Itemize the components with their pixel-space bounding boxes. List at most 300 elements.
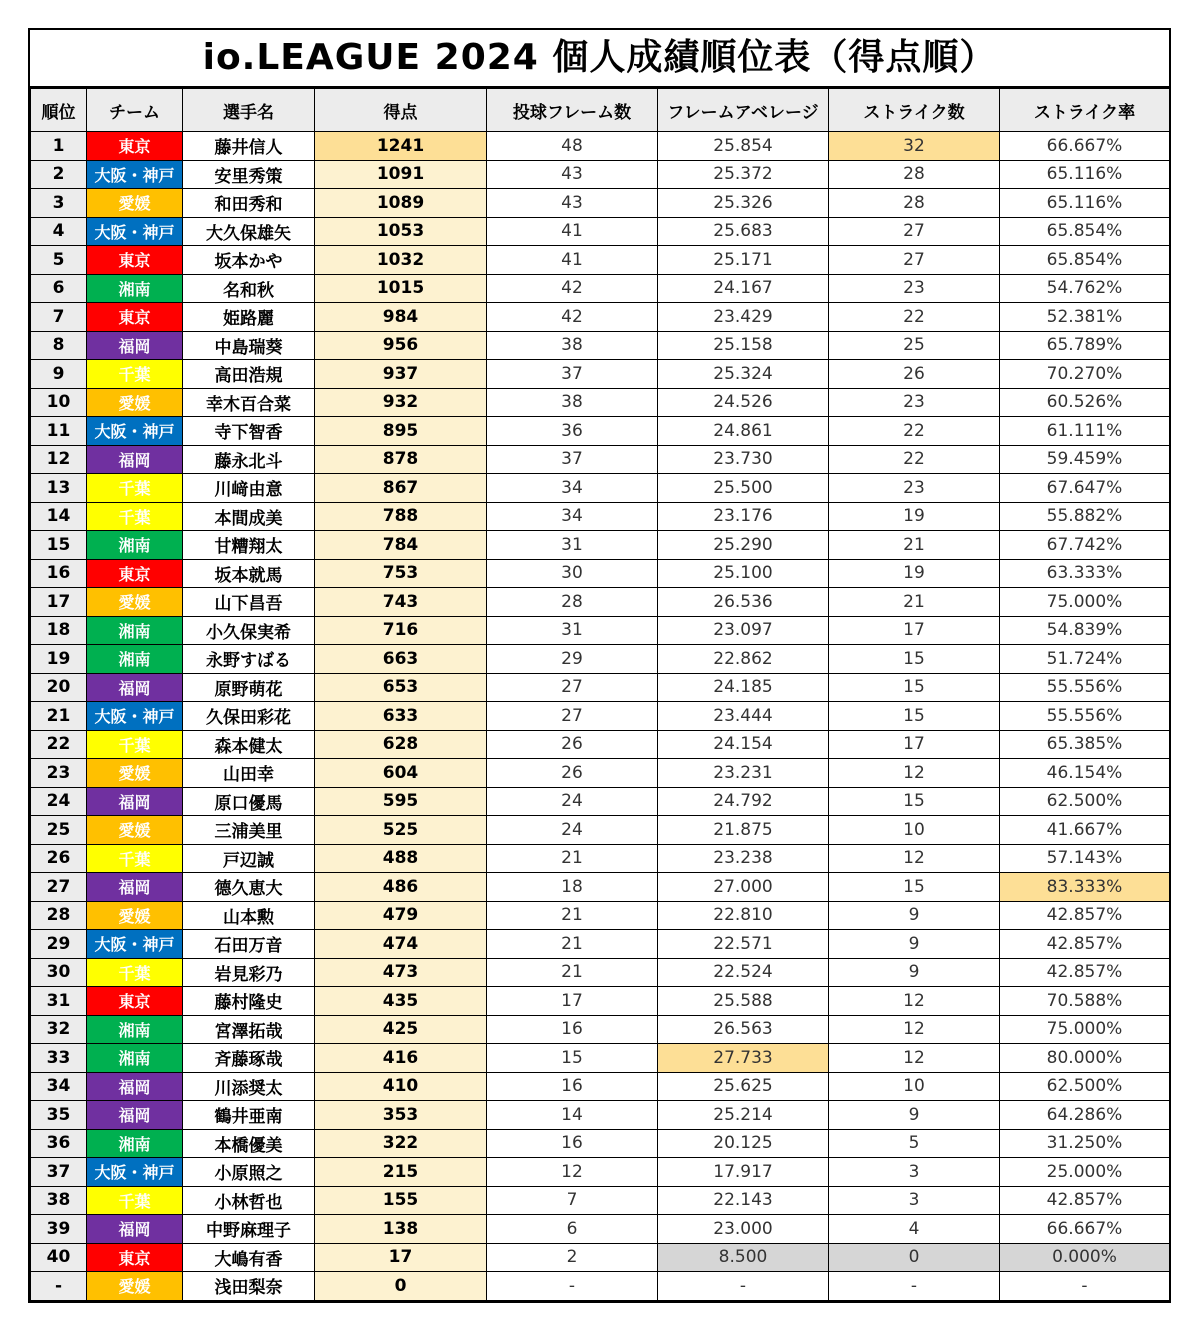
strikes-cell: 4 (829, 1215, 1000, 1244)
team-cell: 湘南 (87, 1044, 183, 1073)
strikes-cell: 3 (829, 1158, 1000, 1187)
frame-average-cell: 25.100 (658, 559, 829, 588)
score-cell: 788 (315, 502, 487, 531)
team-cell: 大阪・神戸 (87, 217, 183, 246)
player-name-cell: 和田秀和 (183, 189, 315, 218)
frame-average-cell: 23.429 (658, 303, 829, 332)
score-cell: 486 (315, 873, 487, 902)
table-row (31, 702, 1170, 731)
strike-rate-cell: 54.839% (1000, 616, 1170, 645)
table-row (31, 445, 1170, 474)
team-cell: 福岡 (87, 445, 183, 474)
score-cell: 525 (315, 816, 487, 845)
table-row (31, 160, 1170, 189)
frame-average-cell: 23.097 (658, 616, 829, 645)
rank-cell: 3 (31, 189, 87, 218)
table-row (31, 1243, 1170, 1272)
strike-rate-cell: 67.647% (1000, 474, 1170, 503)
rank-cell: 31 (31, 987, 87, 1016)
strike-rate-cell: 70.588% (1000, 987, 1170, 1016)
player-name-cell: 幸木百合菜 (183, 388, 315, 417)
frames-cell: 42 (487, 303, 658, 332)
rank-cell: 22 (31, 730, 87, 759)
player-name-cell: 三浦美里 (183, 816, 315, 845)
table-row (31, 502, 1170, 531)
frame-average-cell: 25.500 (658, 474, 829, 503)
strike-rate-cell: 65.854% (1000, 246, 1170, 275)
table-row (31, 759, 1170, 788)
rank-cell: 16 (31, 559, 87, 588)
rank-cell: 6 (31, 274, 87, 303)
score-cell: 322 (315, 1129, 487, 1158)
score-cell: 416 (315, 1044, 487, 1073)
score-cell: 0 (315, 1272, 487, 1301)
team-cell: 湘南 (87, 616, 183, 645)
table-row (31, 1272, 1170, 1301)
strike-rate-cell: 42.857% (1000, 930, 1170, 959)
strikes-cell: 15 (829, 673, 1000, 702)
frames-cell: 17 (487, 987, 658, 1016)
player-name-cell: 姫路麗 (183, 303, 315, 332)
team-cell: 東京 (87, 303, 183, 332)
player-name-cell: 高田浩規 (183, 360, 315, 389)
frame-average-cell: 24.185 (658, 673, 829, 702)
frames-cell: 14 (487, 1101, 658, 1130)
standings-sheet (28, 28, 1171, 1303)
strikes-cell: 15 (829, 873, 1000, 902)
rank-cell: 15 (31, 531, 87, 560)
frame-average-cell: 24.861 (658, 417, 829, 446)
table-row (31, 474, 1170, 503)
frames-cell: - (487, 1272, 658, 1301)
frame-average-cell: 26.536 (658, 588, 829, 617)
frames-cell: 36 (487, 417, 658, 446)
rank-cell: 28 (31, 901, 87, 930)
player-name-cell: 名和秋 (183, 274, 315, 303)
frames-cell: 21 (487, 958, 658, 987)
player-name-cell: 山本勲 (183, 901, 315, 930)
strike-rate-cell: 61.111% (1000, 417, 1170, 446)
header-strike-rate[interactable]: ストライク率 (1000, 89, 1170, 132)
player-name-cell: 石田万音 (183, 930, 315, 959)
score-cell: 425 (315, 1015, 487, 1044)
rank-cell: 23 (31, 759, 87, 788)
rank-cell: 12 (31, 445, 87, 474)
strikes-cell: 25 (829, 331, 1000, 360)
frame-average-cell: 24.792 (658, 787, 829, 816)
rank-cell: 19 (31, 645, 87, 674)
player-name-cell: 藤永北斗 (183, 445, 315, 474)
rank-cell: 37 (31, 1158, 87, 1187)
team-cell: 愛媛 (87, 588, 183, 617)
header-rank[interactable]: 順位 (31, 89, 87, 132)
player-name-cell: 甘糟翔太 (183, 531, 315, 560)
team-cell: 千葉 (87, 474, 183, 503)
frame-average-cell: 23.176 (658, 502, 829, 531)
strikes-cell: 23 (829, 388, 1000, 417)
frames-cell: 42 (487, 274, 658, 303)
page-title: io.LEAGUE 2024 個人成績順位表（得点順） (30, 30, 1169, 88)
frames-cell: 7 (487, 1186, 658, 1215)
strike-rate-cell: 55.556% (1000, 673, 1170, 702)
rank-cell: 20 (31, 673, 87, 702)
score-cell: 435 (315, 987, 487, 1016)
score-cell: 895 (315, 417, 487, 446)
score-cell: 410 (315, 1072, 487, 1101)
player-name-cell: 浅田梨奈 (183, 1272, 315, 1301)
table-row (31, 531, 1170, 560)
frame-average-cell: 25.290 (658, 531, 829, 560)
strike-rate-cell: 42.857% (1000, 901, 1170, 930)
score-cell: 1053 (315, 217, 487, 246)
rank-cell: 10 (31, 388, 87, 417)
frame-average-cell: 17.917 (658, 1158, 829, 1187)
table-row (31, 246, 1170, 275)
team-cell: 千葉 (87, 1186, 183, 1215)
rank-cell: 24 (31, 787, 87, 816)
rank-cell: 8 (31, 331, 87, 360)
strike-rate-cell: 80.000% (1000, 1044, 1170, 1073)
player-name-cell: 中島瑞葵 (183, 331, 315, 360)
frames-cell: 21 (487, 930, 658, 959)
player-name-cell: 戸辺誠 (183, 844, 315, 873)
strike-rate-cell: 66.667% (1000, 1215, 1170, 1244)
strike-rate-cell: 83.333% (1000, 873, 1170, 902)
frames-cell: 27 (487, 702, 658, 731)
table-row (31, 417, 1170, 446)
header-player[interactable]: 選手名 (183, 89, 315, 132)
frames-cell: 21 (487, 901, 658, 930)
strikes-cell: - (829, 1272, 1000, 1301)
strikes-cell: 12 (829, 1015, 1000, 1044)
table-row (31, 1158, 1170, 1187)
score-cell: 663 (315, 645, 487, 674)
player-name-cell: 寺下智香 (183, 417, 315, 446)
team-cell: 愛媛 (87, 901, 183, 930)
strikes-cell: 5 (829, 1129, 1000, 1158)
strike-rate-cell: 42.857% (1000, 1186, 1170, 1215)
strike-rate-cell: 31.250% (1000, 1129, 1170, 1158)
strike-rate-cell: 59.459% (1000, 445, 1170, 474)
table-row (31, 901, 1170, 930)
header-frames[interactable]: 投球フレーム数 (487, 89, 658, 132)
frame-average-cell: 23.730 (658, 445, 829, 474)
rank-cell: 18 (31, 616, 87, 645)
frames-cell: 31 (487, 531, 658, 560)
table-row (31, 930, 1170, 959)
strikes-cell: 3 (829, 1186, 1000, 1215)
rank-cell: 9 (31, 360, 87, 389)
frames-cell: 41 (487, 246, 658, 275)
strikes-cell: 22 (829, 417, 1000, 446)
strike-rate-cell: 55.882% (1000, 502, 1170, 531)
strike-rate-cell: 46.154% (1000, 759, 1170, 788)
team-cell: 愛媛 (87, 816, 183, 845)
strike-rate-cell: 54.762% (1000, 274, 1170, 303)
frames-cell: 29 (487, 645, 658, 674)
frames-cell: 26 (487, 759, 658, 788)
team-cell: 大阪・神戸 (87, 702, 183, 731)
team-cell: 千葉 (87, 958, 183, 987)
table-row (31, 730, 1170, 759)
strike-rate-cell: 65.116% (1000, 189, 1170, 218)
strike-rate-cell: 65.116% (1000, 160, 1170, 189)
frame-average-cell: 23.238 (658, 844, 829, 873)
strike-rate-cell: - (1000, 1272, 1170, 1301)
strikes-cell: 15 (829, 787, 1000, 816)
frame-average-cell: 27.733 (658, 1044, 829, 1073)
rank-cell: 30 (31, 958, 87, 987)
player-name-cell: 坂本就馬 (183, 559, 315, 588)
table-row (31, 1101, 1170, 1130)
rank-cell: 32 (31, 1015, 87, 1044)
team-cell: 大阪・神戸 (87, 1158, 183, 1187)
player-name-cell: 斉藤琢哉 (183, 1044, 315, 1073)
team-cell: 大阪・神戸 (87, 160, 183, 189)
strike-rate-cell: 57.143% (1000, 844, 1170, 873)
score-cell: 984 (315, 303, 487, 332)
rank-cell: 7 (31, 303, 87, 332)
player-name-cell: 久保田彩花 (183, 702, 315, 731)
player-name-cell: 山田幸 (183, 759, 315, 788)
player-name-cell: 川﨑由意 (183, 474, 315, 503)
strikes-cell: 9 (829, 930, 1000, 959)
strikes-cell: 10 (829, 816, 1000, 845)
team-cell: 湘南 (87, 645, 183, 674)
team-cell: 福岡 (87, 787, 183, 816)
strike-rate-cell: 42.857% (1000, 958, 1170, 987)
frames-cell: 26 (487, 730, 658, 759)
strike-rate-cell: 65.385% (1000, 730, 1170, 759)
rank-cell: 36 (31, 1129, 87, 1158)
score-cell: 1032 (315, 246, 487, 275)
standings-table (30, 88, 1170, 1301)
score-cell: 753 (315, 559, 487, 588)
strikes-cell: 15 (829, 645, 1000, 674)
team-cell: 千葉 (87, 730, 183, 759)
strikes-cell: 32 (829, 132, 1000, 161)
frames-cell: 31 (487, 616, 658, 645)
score-cell: 138 (315, 1215, 487, 1244)
strikes-cell: 15 (829, 702, 1000, 731)
score-cell: 479 (315, 901, 487, 930)
player-name-cell: 川添奨太 (183, 1072, 315, 1101)
score-cell: 716 (315, 616, 487, 645)
score-cell: 628 (315, 730, 487, 759)
score-cell: 1091 (315, 160, 487, 189)
frame-average-cell: 25.324 (658, 360, 829, 389)
strike-rate-cell: 0.000% (1000, 1243, 1170, 1272)
score-cell: 17 (315, 1243, 487, 1272)
team-cell: 東京 (87, 1243, 183, 1272)
score-cell: 473 (315, 958, 487, 987)
rank-cell: - (31, 1272, 87, 1301)
strikes-cell: 0 (829, 1243, 1000, 1272)
frames-cell: 34 (487, 474, 658, 503)
strikes-cell: 28 (829, 160, 1000, 189)
rank-cell: 38 (31, 1186, 87, 1215)
table-row (31, 588, 1170, 617)
player-name-cell: 岩見彩乃 (183, 958, 315, 987)
player-name-cell: 本間成美 (183, 502, 315, 531)
frames-cell: 6 (487, 1215, 658, 1244)
player-name-cell: 安里秀策 (183, 160, 315, 189)
table-row (31, 559, 1170, 588)
frames-cell: 28 (487, 588, 658, 617)
frames-cell: 30 (487, 559, 658, 588)
score-cell: 595 (315, 787, 487, 816)
frame-average-cell: 23.444 (658, 702, 829, 731)
table-row (31, 189, 1170, 218)
table-body (31, 132, 1170, 1301)
header-frame-average[interactable]: フレームアベレージ (658, 89, 829, 132)
frames-cell: 48 (487, 132, 658, 161)
table-row (31, 1044, 1170, 1073)
team-cell: 東京 (87, 132, 183, 161)
table-row (31, 844, 1170, 873)
frame-average-cell: 26.563 (658, 1015, 829, 1044)
rank-cell: 13 (31, 474, 87, 503)
frames-cell: 16 (487, 1015, 658, 1044)
frame-average-cell: 23.000 (658, 1215, 829, 1244)
player-name-cell: 藤井信人 (183, 132, 315, 161)
table-row (31, 217, 1170, 246)
strike-rate-cell: 55.556% (1000, 702, 1170, 731)
frames-cell: 12 (487, 1158, 658, 1187)
frame-average-cell: 25.326 (658, 189, 829, 218)
strikes-cell: 12 (829, 987, 1000, 1016)
rank-cell: 29 (31, 930, 87, 959)
strikes-cell: 23 (829, 274, 1000, 303)
rank-cell: 39 (31, 1215, 87, 1244)
team-cell: 福岡 (87, 331, 183, 360)
strike-rate-cell: 62.500% (1000, 1072, 1170, 1101)
frames-cell: 34 (487, 502, 658, 531)
team-cell: 千葉 (87, 502, 183, 531)
player-name-cell: 藤村隆史 (183, 987, 315, 1016)
strike-rate-cell: 64.286% (1000, 1101, 1170, 1130)
header-strikes[interactable]: ストライク数 (829, 89, 1000, 132)
frame-average-cell: 25.372 (658, 160, 829, 189)
strikes-cell: 27 (829, 246, 1000, 275)
team-cell: 福岡 (87, 1215, 183, 1244)
score-cell: 155 (315, 1186, 487, 1215)
rank-cell: 21 (31, 702, 87, 731)
table-row (31, 787, 1170, 816)
score-cell: 1089 (315, 189, 487, 218)
frame-average-cell: 25.171 (658, 246, 829, 275)
team-cell: 大阪・神戸 (87, 417, 183, 446)
table-row (31, 673, 1170, 702)
frame-average-cell: 20.125 (658, 1129, 829, 1158)
player-name-cell: 原野萌花 (183, 673, 315, 702)
strike-rate-cell: 66.667% (1000, 132, 1170, 161)
frames-cell: 21 (487, 844, 658, 873)
score-cell: 932 (315, 388, 487, 417)
table-row (31, 331, 1170, 360)
strikes-cell: 22 (829, 303, 1000, 332)
frame-average-cell: 25.625 (658, 1072, 829, 1101)
player-name-cell: 小林哲也 (183, 1186, 315, 1215)
table-row (31, 873, 1170, 902)
strike-rate-cell: 60.526% (1000, 388, 1170, 417)
player-name-cell: 宮澤拓哉 (183, 1015, 315, 1044)
score-cell: 784 (315, 531, 487, 560)
frame-average-cell: 25.854 (658, 132, 829, 161)
frames-cell: 41 (487, 217, 658, 246)
strikes-cell: 17 (829, 616, 1000, 645)
table-row (31, 274, 1170, 303)
table-row (31, 1072, 1170, 1101)
frames-cell: 24 (487, 816, 658, 845)
strikes-cell: 17 (829, 730, 1000, 759)
team-cell: 東京 (87, 559, 183, 588)
frame-average-cell: 25.158 (658, 331, 829, 360)
strike-rate-cell: 51.724% (1000, 645, 1170, 674)
strikes-cell: 12 (829, 1044, 1000, 1073)
frames-cell: 18 (487, 873, 658, 902)
score-cell: 937 (315, 360, 487, 389)
team-cell: 千葉 (87, 844, 183, 873)
team-cell: 湘南 (87, 1129, 183, 1158)
rank-cell: 2 (31, 160, 87, 189)
frame-average-cell: 24.526 (658, 388, 829, 417)
frame-average-cell: 22.862 (658, 645, 829, 674)
strike-rate-cell: 25.000% (1000, 1158, 1170, 1187)
frames-cell: 43 (487, 160, 658, 189)
strike-rate-cell: 75.000% (1000, 588, 1170, 617)
player-name-cell: 大嶋有香 (183, 1243, 315, 1272)
frame-average-cell: 22.571 (658, 930, 829, 959)
frames-cell: 15 (487, 1044, 658, 1073)
player-name-cell: 森本健太 (183, 730, 315, 759)
strike-rate-cell: 62.500% (1000, 787, 1170, 816)
strikes-cell: 22 (829, 445, 1000, 474)
rank-cell: 4 (31, 217, 87, 246)
header-team[interactable]: チーム (87, 89, 183, 132)
frame-average-cell: 21.875 (658, 816, 829, 845)
frames-cell: 16 (487, 1072, 658, 1101)
strikes-cell: 28 (829, 189, 1000, 218)
player-name-cell: 中野麻理子 (183, 1215, 315, 1244)
strike-rate-cell: 70.270% (1000, 360, 1170, 389)
player-name-cell: 原口優馬 (183, 787, 315, 816)
player-name-cell: 小久保実希 (183, 616, 315, 645)
frame-average-cell: 22.524 (658, 958, 829, 987)
team-cell: 東京 (87, 987, 183, 1016)
frames-cell: 38 (487, 331, 658, 360)
header-score[interactable]: 得点 (315, 89, 487, 132)
strike-rate-cell: 52.381% (1000, 303, 1170, 332)
table-row (31, 360, 1170, 389)
strike-rate-cell: 63.333% (1000, 559, 1170, 588)
table-row (31, 1015, 1170, 1044)
frame-average-cell: 24.154 (658, 730, 829, 759)
frame-average-cell: 25.683 (658, 217, 829, 246)
frames-cell: 24 (487, 787, 658, 816)
player-name-cell: 小原照之 (183, 1158, 315, 1187)
table-row (31, 987, 1170, 1016)
frame-average-cell: 23.231 (658, 759, 829, 788)
frames-cell: 27 (487, 673, 658, 702)
table-row (31, 303, 1170, 332)
player-name-cell: 本橋優美 (183, 1129, 315, 1158)
strikes-cell: 27 (829, 217, 1000, 246)
strike-rate-cell: 65.789% (1000, 331, 1170, 360)
rank-cell: 5 (31, 246, 87, 275)
team-cell: 愛媛 (87, 189, 183, 218)
strikes-cell: 21 (829, 588, 1000, 617)
